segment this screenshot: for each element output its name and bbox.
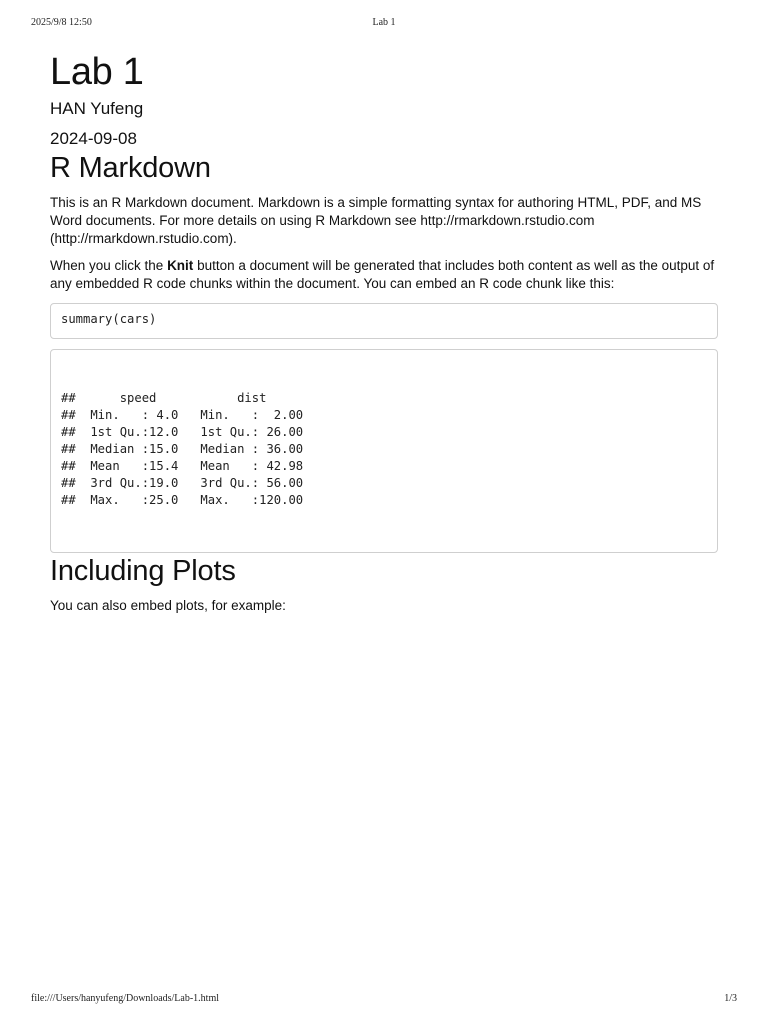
print-page-title: Lab 1 bbox=[372, 17, 396, 28]
document-title: Lab 1 bbox=[50, 51, 144, 93]
paragraph-plots: You can also embed plots, for example: bbox=[50, 598, 286, 613]
paragraph-knit bbox=[50, 257, 718, 293]
print-page-number: 1/3 bbox=[724, 993, 737, 1004]
knit-bold-text: Knit bbox=[167, 258, 194, 273]
output-line: ## Mean :15.4 Mean : 42.98 bbox=[61, 459, 318, 473]
print-footer bbox=[0, 993, 768, 1007]
output-line: ## 3rd Qu.:19.0 3rd Qu.: 56.00 bbox=[61, 476, 318, 490]
output-line: ## speed dist bbox=[61, 391, 318, 405]
paragraph-intro: This is an R Markdown document. Markdown is a simple formatting syntax for authoring HTML, PDF, and MS Word documents. For more details on using R Markdown see http://rmarkdown.rstudio.com (http://rmarkdown.rstudio.com). bbox=[50, 195, 702, 246]
document-body bbox=[50, 50, 718, 615]
print-datetime: 2025/9/8 12:50 bbox=[31, 17, 92, 28]
print-header bbox=[0, 17, 768, 31]
output-line: ## 1st Qu.:12.0 1st Qu.: 26.00 bbox=[61, 425, 318, 439]
document-author: HAN Yufeng bbox=[50, 99, 144, 118]
print-file-url: file:///Users/hanyufeng/Downloads/Lab-1.html bbox=[31, 993, 220, 1004]
paragraph-knit-before: When you click the bbox=[50, 258, 168, 273]
document-date: 2024-09-08 bbox=[50, 129, 137, 148]
output-line: ## Min. : 4.0 Min. : 2.00 bbox=[61, 408, 318, 422]
output-line: ## Max. :25.0 Max. :120.00 bbox=[61, 493, 318, 507]
output-line: ## Median :15.0 Median : 36.00 bbox=[61, 442, 318, 456]
code-chunk-input: summary(cars) bbox=[50, 303, 718, 339]
section-heading-including-plots: Including Plots bbox=[50, 555, 236, 587]
paragraph-knit-after: button a document will be generated that includes both content as well as the output of any embedded R code chunks within the document. You can embed an R code chunk like this: bbox=[50, 258, 715, 291]
code-chunk-output bbox=[50, 349, 718, 553]
section-heading-r-markdown: R Markdown bbox=[50, 152, 211, 184]
